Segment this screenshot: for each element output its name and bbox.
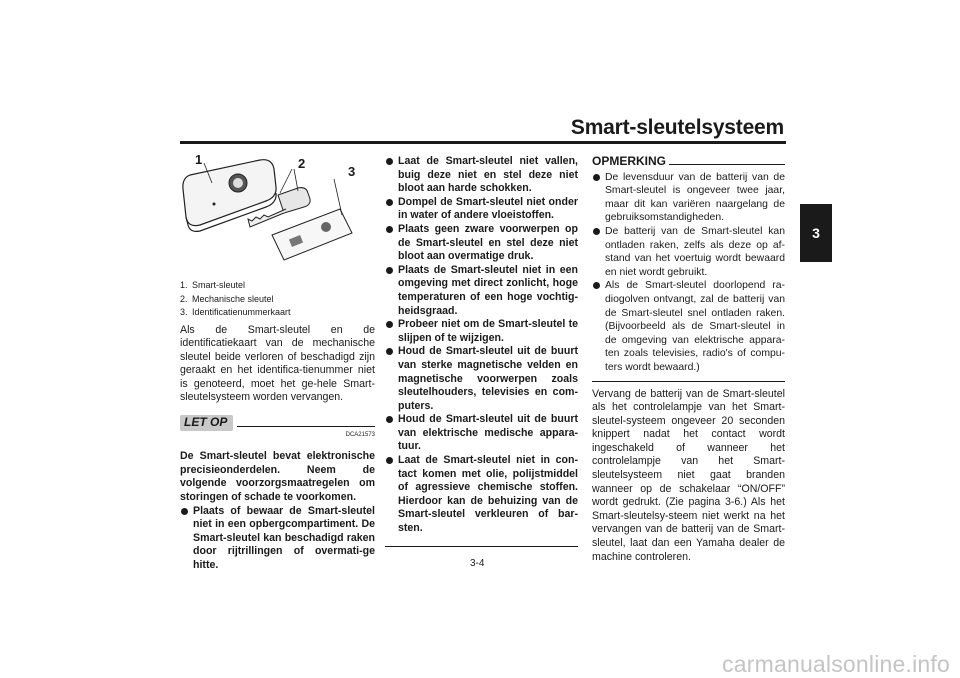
callout-2: 2: [298, 156, 306, 171]
list-item: Probeer niet om de Smart-sleutel te slijpen of te wijzigen.: [385, 318, 578, 345]
intro-paragraph: Als de Smart-sleutel en de identificatiekaart van de mechanische sleutel beide verloren of beschadigd zijn geraakt en het identifica-tienummer niet is genoteerd, moet het ge-hele Smart-sleutelsysteem worden vervangen.: [180, 323, 375, 404]
column-middle: [385, 155, 578, 547]
list-item: De levensduur van de batterij van de Smart-sleutel is ongeveer twee jaar, maar dit kan variëren naargelang de gebruiksomstandigheden.: [592, 171, 785, 225]
watermark: carmanualsonline.info: [722, 651, 950, 677]
section-end-rule: [385, 546, 578, 548]
note-end-rule: [592, 381, 785, 382]
caption-item: 2. Mechanische sleutel: [180, 293, 274, 304]
column-left: [180, 152, 375, 573]
list-item: Laat de Smart-sleutel niet vallen, buig deze niet en stel deze niet bloot aan harde schokken.: [385, 155, 578, 196]
page-title: Smart-sleutelsysteem: [570, 116, 784, 139]
notice-label: LET OP: [180, 415, 233, 431]
notice-code: DCA21573: [345, 431, 375, 438]
note-title: OPMERKING: [592, 154, 667, 168]
callout-1: 1: [195, 152, 203, 167]
note-bullets: [592, 171, 785, 375]
list-item: Dompel de Smart-sleutel niet onder in water of andere vloeistoffen.: [385, 196, 578, 223]
list-item: De batterij van de Smart-sleutel kan ontladen raken, zelfs als deze op af-stand van het voertuig wordt bewaard en niet wordt gebruikt.: [592, 225, 785, 279]
key-illustration: [180, 152, 375, 275]
list-item: Plaats de Smart-sleutel niet in een omgeving met direct zonlicht, hoge temperaturen of een hoge vochtig-heidsgraad.: [385, 264, 578, 318]
list-item: Houd de Smart-sleutel uit de buurt van elektrische medische appara-tuur.: [385, 413, 578, 454]
note-header: [592, 155, 785, 169]
caption-item: 3. Identificatienummerkaart: [180, 307, 291, 317]
notice-text: De Smart-sleutel bevat elektronische precisieonderdelen. Neem de volgende voorzorgsmaatregelen om storingen of schade te voorkomen.: [180, 450, 375, 504]
chapter-tab: 3: [800, 204, 832, 262]
battery-paragraph: Vervang de batterij van de Smart-sleutel als het controlelampje van het Smart-sleutel-systeem ongeveer 20 seconden knippert nadat het contact wordt ingeschakeld of wanneer het controlelampje van het Smart-sleutelsysteem niet gaat branden wanneer op de schakelaar “ON/OFF” wordt gedrukt. (Zie pagina 3-6.) Als het Smart-sleutelsy-steem niet werkt na het vervangen van de batterij van de Smart-sleutel, laat dan een Yamaha dealer de machine controleren.: [592, 387, 785, 563]
header-rule: [180, 141, 786, 144]
precaution-bullets: [385, 155, 578, 536]
smart-key-drawing: [180, 152, 375, 275]
callout-3: 3: [348, 164, 356, 179]
figure-captions: [180, 279, 375, 320]
page-number: 3-4: [470, 558, 485, 569]
caption-item: 1. Smart-sleutel: [180, 280, 246, 290]
list-item: Laat de Smart-sleutel niet in con-tact komen met olie, polijstmiddel of agressieve chemische stoffen. Hierdoor kan de behuizing van de Smart-sleutel verkleuren of bar-sten.: [385, 454, 578, 536]
column-right: [592, 155, 785, 564]
list-item: Plaats geen zware voorwerpen op de Smart-sleutel en stel deze niet bloot aan overmatige druk.: [385, 223, 578, 264]
list-item: Houd de Smart-sleutel uit de buurt van sterke magnetische velden en magnetische voorwerpen zoals sleutelhouders, televisies en com-puters.: [385, 345, 578, 413]
notice-bullets: [180, 505, 375, 573]
list-item: Als de Smart-sleutel doorlopend ra-diogolven ontvangt, zal de batterij van de Smart-sleutel snel ontladen raken. (Bijvoorbeeld als de Smart-sleutel in de omgeving van elektrische appara-ten zoals televisies, radio's of compu-ters wordt bewaard.): [592, 279, 785, 374]
list-item: Plaats of bewaar de Smart-sleutel niet in een opbergcompartiment. De Smart-sleutel kan beschadigd raken door rijtrillingen of overmati-ge hitte.: [180, 505, 375, 573]
